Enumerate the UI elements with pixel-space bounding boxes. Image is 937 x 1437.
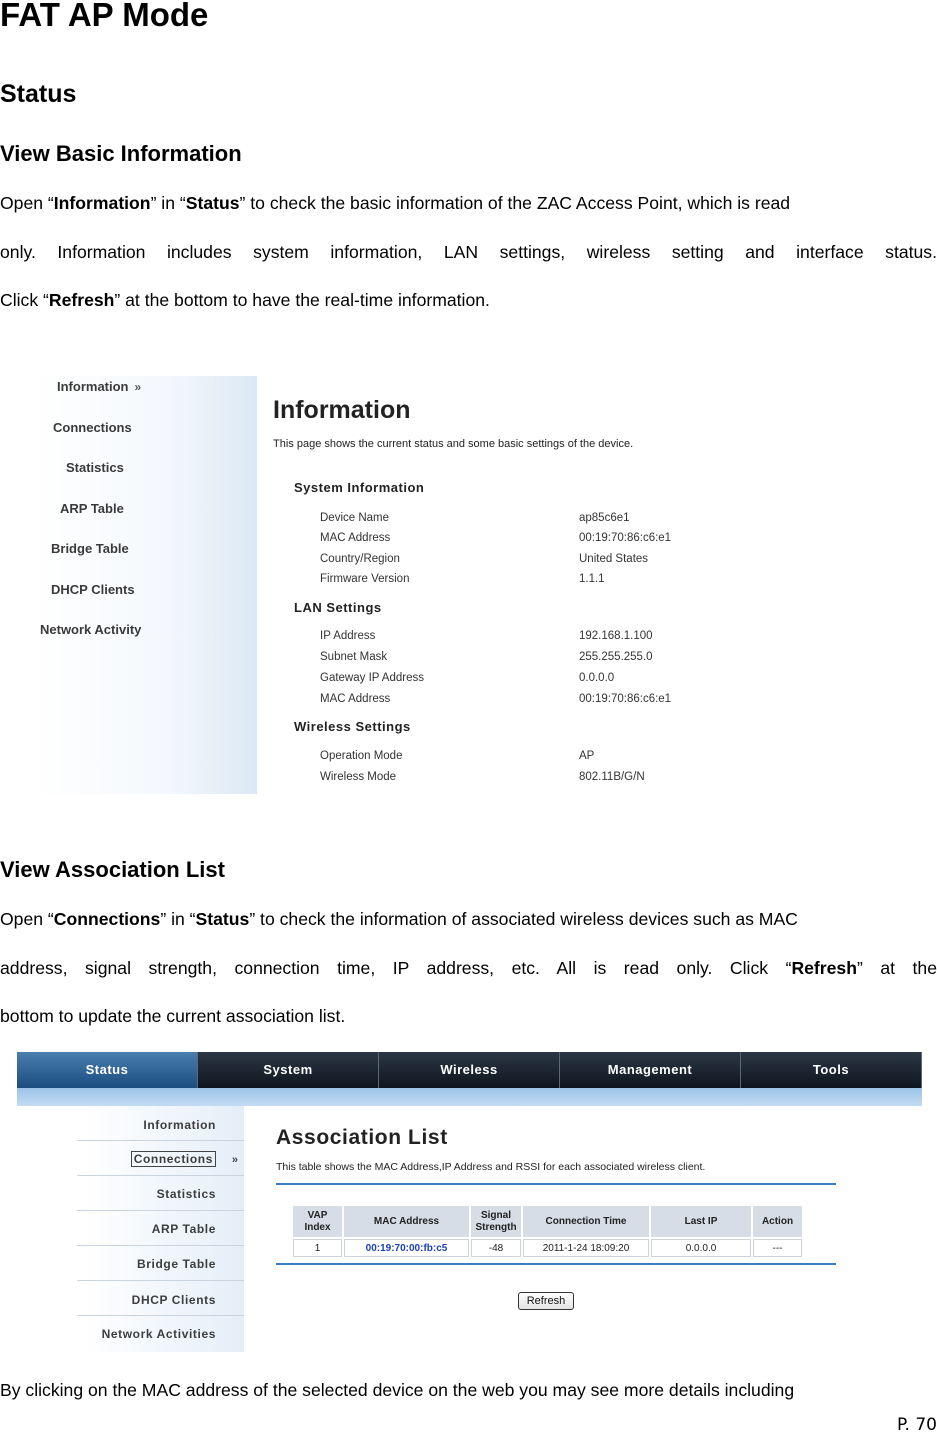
tab-system[interactable]: System <box>198 1052 379 1088</box>
sidebar-item-dhcp-clients[interactable]: DHCP Clients <box>131 1293 216 1307</box>
sidebar-item-connections[interactable]: Connections <box>53 420 132 435</box>
tab-wireless[interactable]: Wireless <box>379 1052 560 1088</box>
info-label: MAC Address <box>320 532 391 544</box>
panel-title: Information <box>273 396 411 424</box>
panel-subtitle: This page shows the current status and some basic settings of the device. <box>273 438 634 450</box>
info-label: Wireless Mode <box>320 771 397 783</box>
info-value: ap85c6e1 <box>579 512 630 524</box>
paragraph-line: address, signal strength, connection time, IP address, etc. All is read only. Click “Refresh” at the <box>0 958 937 978</box>
divider-line <box>276 1263 836 1265</box>
subsection-heading-basic-info: View Basic Information <box>0 141 242 166</box>
section-heading: Status <box>0 80 77 108</box>
column-header: Signal Strength <box>471 1206 521 1237</box>
table-header-row <box>293 1206 802 1237</box>
sidebar-divider <box>77 1140 244 1141</box>
info-value: 00:19:70:86:c6:e1 <box>579 693 672 705</box>
info-value: 1.1.1 <box>579 573 605 585</box>
sidebar-item-network-activities[interactable]: Network Activities <box>101 1327 216 1341</box>
info-value: 255.255.255.0 <box>579 651 653 663</box>
column-header: Last IP <box>651 1206 751 1237</box>
top-nav <box>17 1052 922 1088</box>
status-sidebar <box>33 376 257 794</box>
association-table <box>291 1204 804 1259</box>
page-number: P. 70 <box>896 1415 937 1435</box>
sidebar-divider <box>77 1280 244 1281</box>
sub-nav-band <box>17 1088 922 1106</box>
sidebar-divider <box>77 1175 244 1176</box>
info-label: Device Name <box>320 512 390 524</box>
paragraph-line: bottom to update the current association list. <box>0 1006 346 1026</box>
active-arrow-icon: » <box>231 1154 238 1166</box>
cell-connection-time: 2011-1-24 18:09:20 <box>523 1239 649 1257</box>
cell-action[interactable]: --- <box>753 1239 802 1257</box>
system-information-heading: System Information <box>294 480 425 495</box>
active-arrow-icon: » <box>134 380 142 394</box>
panel-subtitle: This table shows the MAC Address,IP Address and RSSI for each associated wireless client. <box>276 1161 706 1173</box>
sidebar-item-dhcp-clients[interactable]: DHCP Clients <box>51 582 135 597</box>
sidebar-item-network-activity[interactable]: Network Activity <box>40 622 142 637</box>
info-value: 802.11B/G/N <box>579 771 645 783</box>
mac-address-link[interactable]: 00:19:70:00:fb:c5 <box>344 1239 469 1257</box>
divider-line <box>276 1183 836 1185</box>
sidebar-item-information[interactable]: Information <box>143 1118 216 1132</box>
paragraph-line: Click “Refresh” at the bottom to have the real-time information. <box>0 290 490 310</box>
page-title: FAT AP Mode <box>0 0 209 33</box>
info-value: AP <box>579 750 595 762</box>
sidebar-item-arp-table[interactable]: ARP Table <box>60 501 124 516</box>
column-header: Action <box>753 1206 802 1237</box>
cell-signal-strength: -48 <box>471 1239 521 1257</box>
sidebar-item-arp-table[interactable]: ARP Table <box>151 1222 216 1236</box>
paragraph-line: By clicking on the MAC address of the selected device on the web you may see more details including <box>0 1380 795 1400</box>
sidebar-item-information[interactable]: Information » <box>57 379 142 394</box>
info-value: 00:19:70:86:c6:e1 <box>579 532 672 544</box>
information-screenshot <box>33 376 735 794</box>
info-label: Gateway IP Address <box>320 672 424 684</box>
sidebar-item-connections[interactable]: Connections <box>131 1152 216 1166</box>
column-header: MAC Address <box>344 1206 469 1237</box>
info-label: Operation Mode <box>320 750 403 762</box>
info-label: Firmware Version <box>320 573 410 585</box>
sidebar-divider <box>77 1315 244 1316</box>
cell-vap-index: 1 <box>293 1239 342 1257</box>
paragraph-line: Open “Connections” in “Status” to check the information of associated wireless devices such as MAC <box>0 909 798 929</box>
sidebar-item-statistics[interactable]: Statistics <box>156 1187 216 1201</box>
status-sidebar <box>17 1106 244 1352</box>
column-header: VAP Index <box>293 1206 342 1237</box>
info-label: IP Address <box>320 630 376 642</box>
refresh-button[interactable]: Refresh <box>518 1292 574 1310</box>
panel-title: Association List <box>276 1126 448 1149</box>
subsection-heading-association-list: View Association List <box>0 857 225 882</box>
association-list-screenshot <box>17 1052 922 1352</box>
info-label: MAC Address <box>320 693 391 705</box>
sidebar-item-bridge-table[interactable]: Bridge Table <box>137 1257 216 1271</box>
info-value: 192.168.1.100 <box>579 630 653 642</box>
wireless-settings-heading: Wireless Settings <box>294 719 411 734</box>
sidebar-item-bridge-table[interactable]: Bridge Table <box>51 541 129 556</box>
info-value: United States <box>579 553 649 565</box>
column-header: Connection Time <box>523 1206 649 1237</box>
table-row <box>293 1239 802 1257</box>
info-value: 0.0.0.0 <box>579 672 615 684</box>
info-label: Subnet Mask <box>320 651 388 663</box>
association-list-panel <box>244 1106 922 1352</box>
cell-last-ip: 0.0.0.0 <box>651 1239 751 1257</box>
paragraph-line: Open “Information” in “Status” to check the basic information of the ZAC Access Point, which is read <box>0 193 791 213</box>
tab-management[interactable]: Management <box>560 1052 741 1088</box>
sidebar-divider <box>77 1245 244 1246</box>
tab-tools[interactable]: Tools <box>741 1052 922 1088</box>
tab-status[interactable]: Status <box>17 1052 198 1088</box>
paragraph-line: only. Information includes system information, LAN settings, wireless setting and interface status. <box>0 242 937 262</box>
information-panel <box>257 376 735 794</box>
info-label: Country/Region <box>320 553 400 565</box>
sidebar-divider <box>77 1210 244 1211</box>
lan-settings-heading: LAN Settings <box>294 600 382 615</box>
sidebar-item-statistics[interactable]: Statistics <box>66 460 124 475</box>
